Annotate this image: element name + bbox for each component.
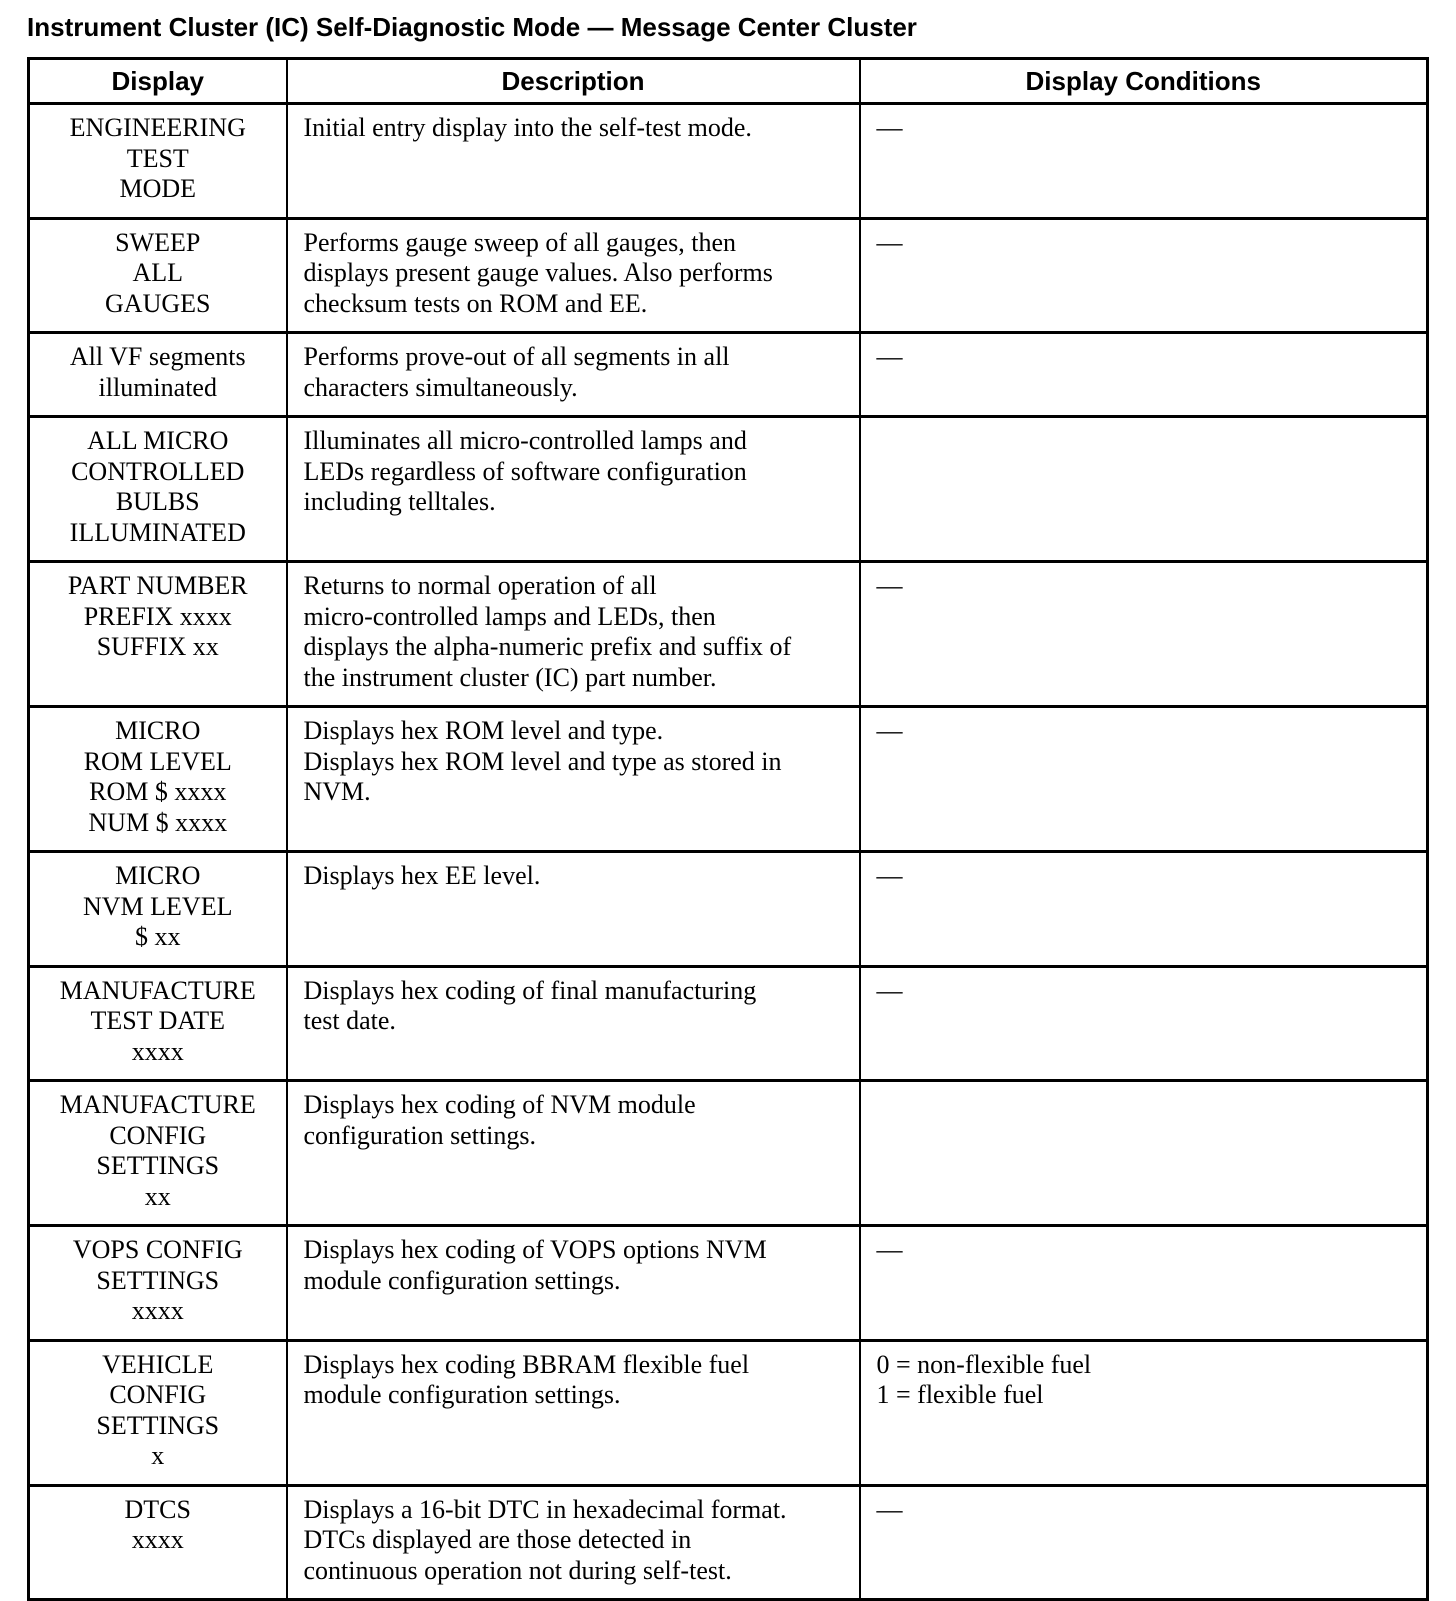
description-cell [287, 333, 860, 417]
table-row [29, 1340, 1428, 1485]
table-row [29, 852, 1428, 967]
display-line: ROM LEVEL [83, 746, 232, 776]
description-line: checksum tests on ROM and EE. [303, 288, 648, 318]
display-line: MANUFACTURE [59, 1090, 256, 1119]
description-line: Initial entry display into the self-test mode. [303, 113, 752, 142]
table-row [29, 1081, 1428, 1226]
display-cell [29, 1081, 287, 1226]
description-cell [287, 966, 860, 1081]
description-cell [287, 707, 860, 852]
conditions-line: — [876, 975, 903, 1005]
conditions-cell [860, 104, 1428, 219]
description-cell [287, 1340, 860, 1485]
display-line: xxxx [131, 1296, 184, 1325]
display-line: SUFFIX xx [96, 632, 219, 661]
display-line: ALL [132, 258, 184, 287]
display-cell [29, 1226, 287, 1341]
display-cell [29, 966, 287, 1081]
conditions-line: 0 = non-flexible fuel [876, 1349, 1092, 1379]
display-line: All VF segments [69, 342, 246, 371]
conditions-cell [860, 333, 1428, 417]
table-row [29, 1485, 1428, 1600]
description-line: Displays hex coding of NVM module [303, 1090, 696, 1119]
display-line: NVM LEVEL [83, 891, 233, 921]
header-description: Description [287, 59, 860, 104]
description-line: Displays hex ROM level and type as stored in [303, 746, 782, 776]
self-diagnostic-table [27, 57, 1429, 1601]
display-cell [29, 104, 287, 219]
table-row [29, 333, 1428, 417]
description-cell [287, 562, 860, 707]
conditions-cell [860, 966, 1428, 1081]
display-line: PART NUMBER [67, 571, 248, 600]
display-line: GAUGES [105, 288, 211, 318]
display-line: NUM $ xxxx [88, 807, 228, 837]
display-cell [29, 852, 287, 967]
table-row [29, 1226, 1428, 1341]
display-line: $ xx [135, 922, 181, 951]
description-line: Displays hex coding of VOPS options NVM [303, 1235, 767, 1264]
display-line: ROM $ xxxx [89, 777, 227, 806]
display-line: SWEEP [115, 227, 201, 257]
description-line: DTCs displayed are those detected in [303, 1525, 692, 1554]
description-line: the instrument cluster (IC) part number. [303, 662, 717, 692]
display-cell [29, 1340, 287, 1485]
table-row [29, 218, 1428, 333]
display-line: MICRO [115, 861, 201, 890]
conditions-cell [860, 1340, 1428, 1485]
display-line: xxxx [131, 1036, 184, 1066]
description-line: Displays hex coding BBRAM flexible fuel [303, 1349, 750, 1379]
display-line: TEST [126, 143, 189, 173]
display-line: CONTROLLED [71, 456, 245, 486]
table-row [29, 562, 1428, 707]
description-line: module configuration settings. [303, 1380, 621, 1409]
description-cell [287, 1485, 860, 1600]
conditions-line: 1 = flexible fuel [876, 1380, 1044, 1409]
description-line: Returns to normal operation of all [303, 571, 657, 600]
display-line: ENGINEERING [69, 113, 246, 142]
description-line: micro-controlled lamps and LEDs, then [303, 601, 716, 631]
display-cell [29, 562, 287, 707]
description-line: including telltales. [303, 487, 496, 516]
display-line: ALL MICRO [87, 426, 229, 455]
description-cell [287, 417, 860, 562]
display-line: VOPS CONFIG [72, 1235, 243, 1264]
description-cell [287, 852, 860, 967]
description-line: continuous operation not during self-test. [303, 1555, 732, 1585]
conditions-line: — [876, 1235, 903, 1264]
display-cell [29, 333, 287, 417]
description-cell [287, 1081, 860, 1226]
display-line: SETTINGS [96, 1410, 220, 1440]
display-cell [29, 707, 287, 852]
display-line: BULBS [115, 487, 200, 516]
conditions-line: — [876, 342, 903, 371]
display-line: MODE [119, 174, 197, 203]
display-cell [29, 1485, 287, 1600]
header-display: Display [29, 59, 287, 104]
display-line: SETTINGS [96, 1151, 220, 1180]
table-row [29, 104, 1428, 219]
display-line: ILLUMINATED [69, 517, 246, 547]
description-line: NVM. [303, 777, 371, 806]
display-line: TEST DATE [90, 1006, 226, 1035]
table-row [29, 417, 1428, 562]
display-line: illuminated [98, 372, 217, 402]
table-header-row [29, 59, 1428, 104]
conditions-cell [860, 707, 1428, 852]
conditions-cell [860, 1485, 1428, 1600]
conditions-cell [860, 417, 1428, 562]
conditions-line: — [876, 113, 903, 142]
table-body [29, 104, 1428, 1600]
conditions-cell [860, 852, 1428, 967]
description-line: Displays hex ROM level and type. [303, 716, 664, 745]
display-line: MANUFACTURE [59, 975, 256, 1005]
display-cell [29, 218, 287, 333]
display-line: PREFIX xxxx [83, 601, 232, 631]
description-line: test date. [303, 1006, 396, 1035]
document-title: Instrument Cluster (IC) Self-Diagnostic Mode — Message Center Cluster [27, 12, 917, 42]
display-line: CONFIG [109, 1120, 207, 1150]
conditions-line: — [876, 227, 903, 257]
display-line: VEHICLE [102, 1349, 214, 1379]
description-line: Displays hex coding of final manufacturing [303, 975, 757, 1005]
display-line: xxxx [131, 1525, 184, 1554]
conditions-line: — [876, 716, 903, 745]
display-line: xx [144, 1181, 171, 1211]
conditions-cell [860, 1081, 1428, 1226]
conditions-cell [860, 1226, 1428, 1341]
table-row [29, 707, 1428, 852]
description-line: displays the alpha-numeric prefix and suffix of [303, 632, 792, 661]
conditions-line: — [876, 571, 903, 600]
description-line: Displays a 16-bit DTC in hexadecimal format. [303, 1494, 787, 1524]
description-line: displays present gauge values. Also performs [303, 258, 773, 287]
description-line: Performs prove-out of all segments in all [303, 342, 730, 371]
description-line: Illuminates all micro-controlled lamps and [303, 426, 747, 455]
display-line: SETTINGS [96, 1265, 220, 1295]
description-cell [287, 1226, 860, 1341]
description-cell [287, 218, 860, 333]
display-line: CONFIG [109, 1380, 207, 1409]
display-line: DTCS [124, 1494, 191, 1524]
table-row [29, 966, 1428, 1081]
description-line: characters simultaneously. [303, 372, 578, 402]
description-cell [287, 104, 860, 219]
display-cell [29, 417, 287, 562]
description-line: Displays hex EE level. [303, 861, 541, 890]
display-line: x [151, 1441, 165, 1470]
description-line: module configuration settings. [303, 1265, 621, 1295]
conditions-cell [860, 218, 1428, 333]
description-line: LEDs regardless of software configuration [303, 456, 747, 486]
conditions-line: — [876, 861, 903, 890]
display-line: MICRO [115, 716, 201, 745]
conditions-line: — [876, 1494, 903, 1524]
conditions-cell [860, 562, 1428, 707]
description-line: configuration settings. [303, 1120, 537, 1150]
description-line: Performs gauge sweep of all gauges, then [303, 227, 736, 257]
header-display-conditions: Display Conditions [860, 59, 1428, 104]
